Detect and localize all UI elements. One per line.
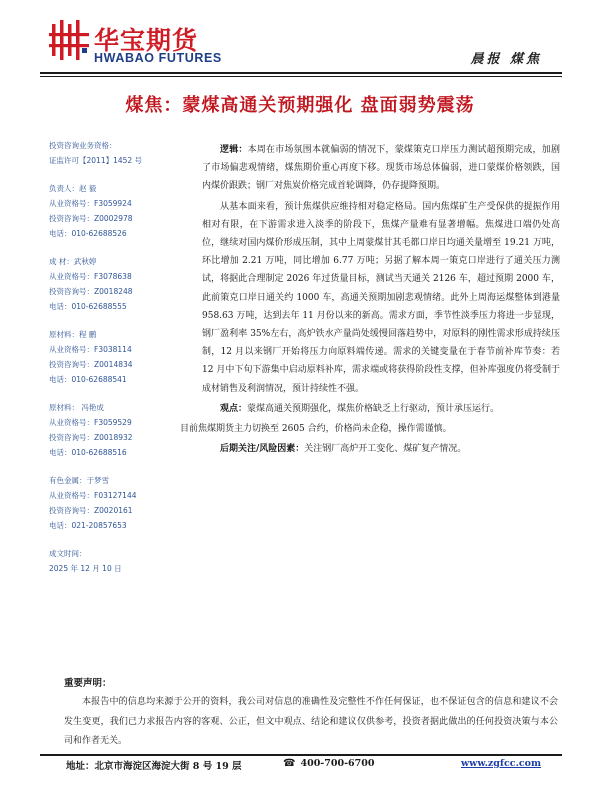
logic-text: 本周在市场氛围本就偏弱的情况下，蒙煤策克口岸压力测试超预期完成，加剧了市场偏悲观情绪，煤焦期价重心再度下移。现货市场总体偏弱，进口蒙煤价格领跌，国内煤价跟跌；钢厂对焦炭价格完成首轮调降，仍存提降预期。: [202, 145, 560, 192]
analyst-block: [49, 473, 199, 533]
view-text: 蒙煤高通关预期强化，煤焦价格缺乏上行驱动，预计承压运行。: [247, 403, 500, 414]
sidebar-line: 从业资格号：F3078638: [49, 272, 132, 281]
sidebar-line: 从业资格号：F03127144: [49, 491, 137, 500]
sidebar-line: 投资咨询号：Z0002978: [49, 214, 133, 223]
fundamentals-paragraph: 从基本面来看，预计焦煤供应维持相对稳定格局。国内焦煤矿生产受保供的提振作用相对有限，在下游需求进入淡季的阶段下，焦煤产量难有显著增幅。焦煤进口端仍处高位，继续对国内煤价形成压制，其中上周蒙煤甘其毛都口岸日均通关量增至 19.21 万吨，环比增加 2.21 万吨，同比增加 6.77 万吨；另据了解本周一策克口岸进行了通关压力测试，将据此合理制定 2026 年过货量目标，测试当天通关 2126 车，超过预期 2000 车，此前策克口岸日通关约 1000 车，高通关预期加剧悲观情绪。此外上周海运煤整体到港量 958.63 万吨，达到去年 11 月份以来的新高。需求方面，季节性淡季压力将进一步显现，钢厂盈利率 35%左右，高炉铁水产量尚处缓慢回落趋势中，对原料的刚性需求形成持续压制，12 月以来钢厂开始将压力向原料端传递。需求的关键变量在于春节前补库节奏：若 12 月中下旬下游集中启动原料补库，需求端或将获得阶段性支撑，但补库强度仍将受制于成材销售及利润情况，预计持续性不强。: [202, 201, 560, 394]
header-rule-thick: [40, 72, 562, 74]
footer-address: 地址：北京市海淀区海淀大街 8 号 19 层: [66, 761, 242, 772]
analyst-sidebar: [49, 138, 199, 589]
sidebar-line: 电话：010-62688555: [49, 302, 127, 311]
sidebar-line: 原材料： 冯艳成: [49, 403, 104, 412]
analyst-block: [49, 327, 199, 387]
risk-text: 关注钢厂高炉开工变化、煤矿复产情况。: [304, 444, 467, 455]
sidebar-line: 有色金属：于梦雪: [49, 476, 109, 485]
sidebar-line: 负责人：赵 毅: [49, 184, 97, 193]
sidebar-line: 成 材：武秋婷: [49, 257, 97, 266]
footer-rule: [40, 754, 562, 756]
analyst-block: [49, 181, 199, 241]
analyst-block: [49, 400, 199, 460]
risk-paragraph: [202, 440, 560, 458]
view-followup: 目前焦煤期货主力切换至 2605 合约，价格尚未企稳，操作需谨慎。: [180, 424, 452, 435]
report-type-tag: 晨报 煤焦: [470, 52, 542, 67]
report-body: [180, 141, 560, 460]
sidebar-line: 电话：010-62688541: [49, 375, 127, 384]
brand-name-cn: 华宝期货: [94, 26, 199, 55]
header-rule-thin: [40, 76, 562, 77]
sidebar-line: 证监许可【2011】1452 号: [49, 156, 143, 165]
publish-date: 2025 年 12 月 10 日: [49, 564, 122, 573]
brand-name-en: HWABAO FUTURES: [94, 51, 222, 65]
logic-lead: 逻辑：: [220, 145, 248, 155]
sidebar-line: 投资咨询号：Z0020161: [49, 506, 133, 515]
sidebar-line: 从业资格号：F3059529: [49, 418, 132, 427]
date-block: [49, 546, 199, 576]
license-block: [49, 138, 199, 168]
sidebar-line: 投资咨询业务资格：: [49, 141, 117, 150]
sidebar-line: 电话：010-62688516: [49, 448, 127, 457]
view-paragraph: [202, 400, 560, 418]
company-logo-mark: [49, 18, 89, 62]
sidebar-line: 成文时间：: [49, 549, 87, 558]
sidebar-line: 投资咨询号：Z0018932: [49, 433, 133, 442]
footer-website-link[interactable]: www.zgfcc.com: [461, 758, 542, 769]
sidebar-line: 从业资格号：F3038114: [49, 345, 132, 354]
analyst-block: [49, 254, 199, 314]
disclaimer-text: 本报告中的信息均来源于公开的资料，我公司对信息的准确性及完整性不作任何保证，也不保证包含的信息和建议不会发生变更，我们已力求报告内容的客观、公正，但文中观点、结论和建议仅供参考，投资者据此做出的任何投资决策与本公司和作者无关。: [64, 697, 558, 746]
sidebar-line: 电话：010-62688526: [49, 229, 127, 238]
sidebar-line: 电话：021-20857653: [49, 521, 127, 530]
sidebar-line: 原材料：程 鹏: [49, 330, 97, 339]
sidebar-line: 从业资格号：F3059924: [49, 199, 132, 208]
disclaimer-heading: 重要声明：: [64, 678, 112, 689]
sidebar-line: 投资咨询号：Z0014834: [49, 360, 133, 369]
sidebar-line: 投资咨询号：Z0018248: [49, 287, 133, 296]
view-lead: 观点：: [220, 403, 248, 414]
report-title: 煤焦：蒙煤高通关预期强化 盘面弱势震荡: [125, 95, 475, 116]
phone-icon: ☎: [283, 758, 296, 769]
risk-lead: 后期关注/风险因素：: [220, 444, 305, 455]
phone-number: 400-700-6700: [300, 758, 375, 769]
logic-paragraph: [202, 141, 560, 196]
footer-phone: [283, 758, 374, 769]
